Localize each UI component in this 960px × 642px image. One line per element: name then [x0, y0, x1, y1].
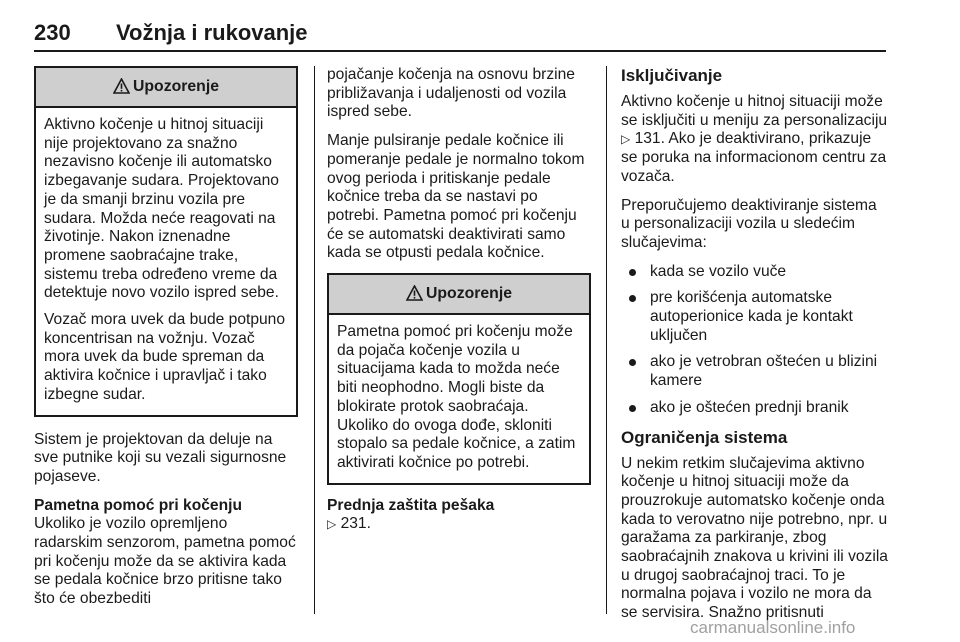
column-3	[621, 66, 889, 633]
page-number: 230	[34, 20, 71, 45]
page-reference[interactable]	[327, 515, 591, 534]
bullet-icon	[629, 405, 636, 412]
warning-title: Upozorenje	[132, 78, 219, 95]
warning-triangle-icon	[113, 78, 130, 94]
warning-title: Upozorenje	[425, 285, 512, 303]
warning-triangle-icon	[406, 285, 423, 301]
list-item-text: ako je vetrobran oštećen u blizini kamere	[650, 353, 878, 390]
warning-header	[36, 68, 296, 108]
list-item	[621, 289, 889, 345]
warning-box	[34, 66, 298, 417]
warning-text: Pametna pomoć pri kočenju može da pojača kočenje vozila u situacijama kada to možda neće biti neophodno. Mogli biste da blokirate protok saobraćaja. Ukoliko do ovoga dođe, skloniti stopalo sa pedale kočnice, a zatim aktivirati kočnice po potrebi.	[337, 323, 576, 471]
column-1	[34, 66, 298, 619]
list-item-text: ako je oštećen prednji branik	[650, 398, 849, 416]
subheading: Prednja zaštita pešaka	[327, 496, 495, 514]
paragraph: Ukoliko je vozilo opremljeno radarskim senzorom, pametna pomoć pri kočenju može da se aktivira kada se pedala kočnice brzo pritisne tako što će obezbediti	[34, 515, 296, 608]
paragraph: Preporučujemo deaktiviranje sistema u personalizaciji vozila u sledećim slučajevima:	[621, 196, 877, 251]
warning-header	[329, 275, 589, 315]
bullet-icon	[629, 269, 636, 276]
column-2	[327, 66, 591, 534]
reference-arrow-icon: ▷	[621, 132, 631, 147]
subheading: Pametna pomoć pri kočenju	[34, 496, 242, 514]
header-rule	[34, 50, 886, 52]
column-divider	[314, 66, 315, 614]
list-item	[621, 353, 889, 390]
bullet-list	[621, 263, 889, 418]
paragraph: Manje pulsiranje pedale kočnice ili pomeranje pedale je normalno tokom ovog perioda i pritiskanje pedale kočnice treba da se nastavi po potrebi. Pametna pomoć pri kočenju će se automatski deaktivirati samo kada se otpusti pedala kočnice.	[327, 132, 585, 262]
bullet-icon	[629, 295, 636, 302]
warning-text: Aktivno kočenje u hitnoj situaciji nije projektovano za snažno nezavisno kočenje ili automatsko izbegavanje sudara. Projektovano je da smanji brzinu vozila pre sudara. Možda neće reagovati na životinje. Nakon iznenadne promene saobraćajne trake, sistemu treba određeno vreme da detektuje novo vozilo ispred sebe.	[44, 116, 279, 302]
reference-page: 231.	[340, 515, 371, 533]
section-heading: Isključivanje	[621, 66, 723, 85]
paragraph: U nekim retkim slučajevima aktivno kočenje u hitnoj situaciji može da prouzrokuje automatsko kočenje onda kada to verovatno nije potrebno, npr. u garažama za parkiranje, zbog saobraćajnih znakova u krivini ili vozila u drugoj saobraćajnoj traci. To je normalna pojava i vozilo ne mora da se servisira. Snažno pritisnuti	[621, 454, 888, 622]
list-item	[621, 263, 889, 282]
paragraph-text: Aktivno kočenje u hitnoj situaciji može se isključiti u meniju za personalizaciju	[621, 93, 888, 129]
column-divider	[606, 66, 607, 614]
list-item	[621, 399, 889, 418]
list-item-text: kada se vozilo vuče	[650, 262, 787, 280]
paragraph: pojačanje kočenja na osnovu brzine približavanja i udaljenosti od vozila ispred sebe.	[327, 66, 575, 121]
warning-text: Vozač mora uvek da bude potpuno koncentrisan na vožnju. Vozač mora uvek da bude spreman da aktivira kočnice i upravljač i tako izbegne sudar.	[44, 311, 286, 403]
page-header	[34, 20, 886, 52]
watermark: carmanualsonline.info	[690, 618, 856, 637]
section-heading: Ograničenja sistema	[621, 427, 788, 447]
list-item-text: pre korišćenja automatske autoperionice kada je kontakt uključen	[650, 289, 853, 344]
warning-body	[36, 108, 296, 415]
warning-box	[327, 273, 591, 485]
reference-text[interactable]: 131. Ako je deaktivirano, prikazuje se poruka na informacionom centru za vozača.	[621, 130, 887, 185]
paragraph: Sistem je projektovan da deluje na sve putnike koji su vezali sigurnosne pojaseve.	[34, 430, 287, 485]
warning-body	[329, 315, 589, 483]
reference-arrow-icon: ▷	[327, 517, 337, 532]
bullet-icon	[629, 359, 636, 366]
paragraph	[621, 93, 889, 187]
chapter-title: Vožnja i rukovanje	[116, 20, 308, 45]
